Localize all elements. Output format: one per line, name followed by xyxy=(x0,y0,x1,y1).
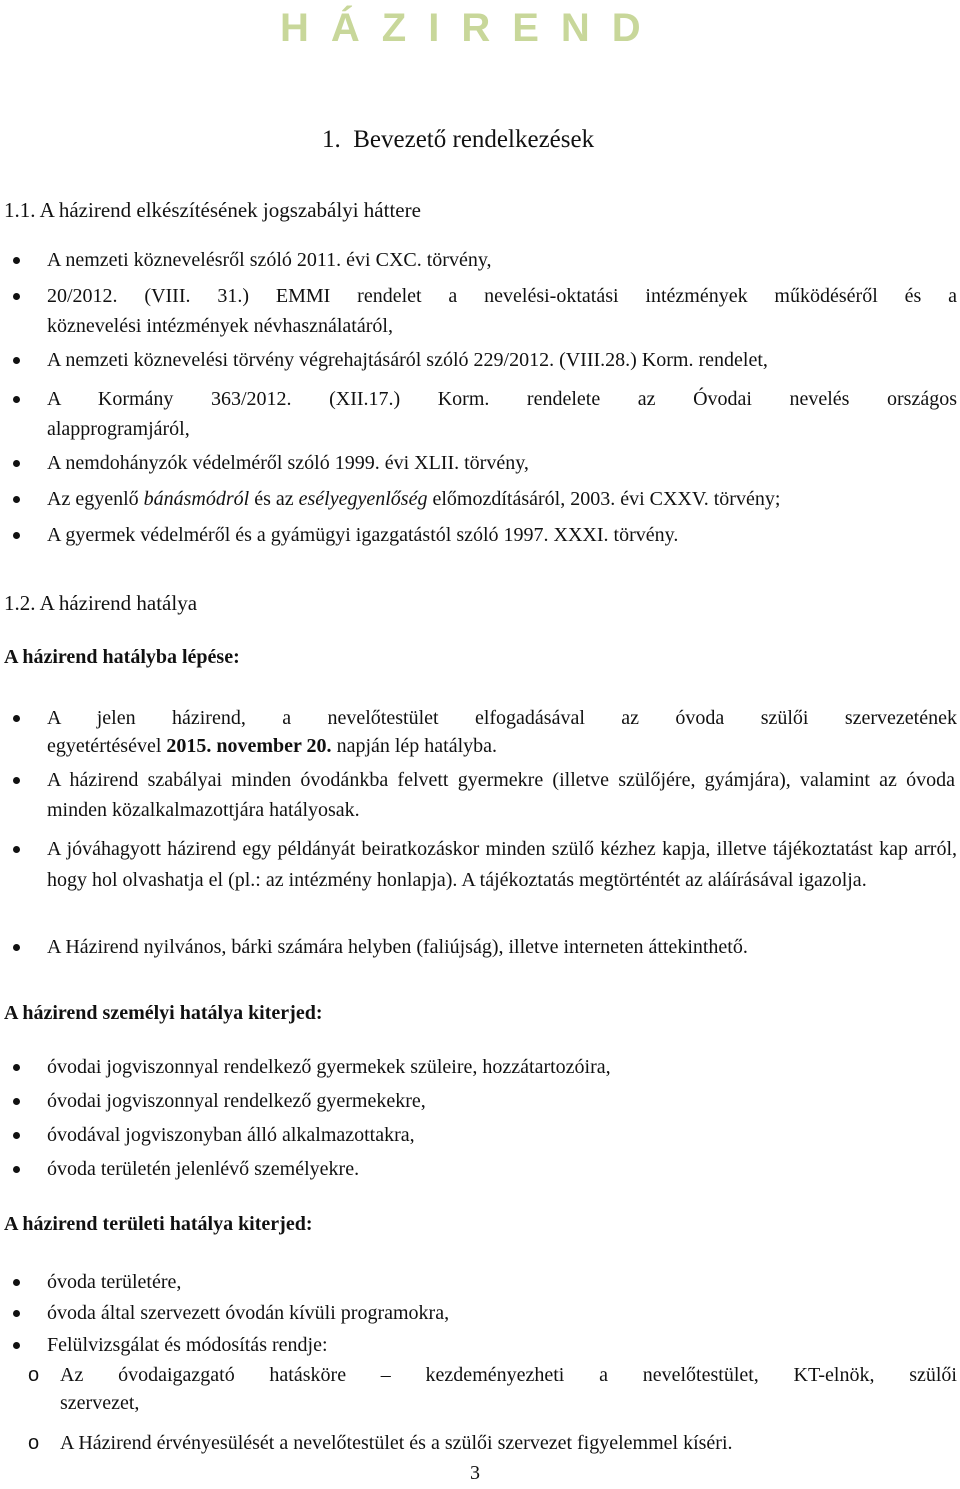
list-item xyxy=(47,484,957,514)
section-1-1-heading: 1.1. A házirend elkészítésének jogszabályi háttere xyxy=(4,198,421,222)
effective-date: 2015. november 20. xyxy=(166,735,332,757)
sub-bullet-icon: o xyxy=(28,1432,40,1454)
bullet-icon xyxy=(13,357,20,364)
list-item-continuation xyxy=(47,731,957,761)
list-item: A házirend szabályai minden óvodánkba felvett gyermekre (illetve szülőjére, gyámjára), valamint az óvoda minden közalkalmazottjára hatályosak. xyxy=(47,769,955,821)
section-1-title: Bevezető rendelkezések xyxy=(353,126,595,153)
subheading-territorial: A házirend területi hatálya kiterjed: xyxy=(4,1213,313,1235)
list-item: A jóváhagyott házirend egy példányát beiratkozáskor minden szülő kézhez kapja, illetve tájékoztatást kap arról, hogy hol olvashatja el (pl.: az intézmény honlapja). A tájékoztatás megtörténtét az aláírásával igazolja. xyxy=(47,838,957,891)
page-number: 3 xyxy=(470,1462,480,1484)
list-text: és az xyxy=(249,488,299,510)
list-item: A nemdohányzók védelméről szóló 1999. évi XLII. törvény, xyxy=(47,452,529,474)
list-item: óvodai jogviszonnyal rendelkező gyermekek szüleire, hozzátartozóira, xyxy=(47,1056,611,1078)
list-item: óvoda területére, xyxy=(47,1271,182,1293)
bullet-icon xyxy=(13,532,20,539)
bullet-icon xyxy=(13,846,20,853)
bullet-icon xyxy=(13,715,20,722)
bullet-icon xyxy=(13,1279,20,1286)
list-item: A nemzeti köznevelési törvény végrehajtásáról szóló 229/2012. (VIII.28.) Korm. rendelet, xyxy=(47,349,768,371)
bullet-icon xyxy=(13,293,20,300)
bullet-icon xyxy=(13,1342,20,1349)
bullet-icon xyxy=(13,1310,20,1317)
italic-term: bánásmódról xyxy=(143,488,250,510)
list-item: óvoda területén jelenlévő személyekre. xyxy=(47,1158,360,1180)
list-text: előmozdításáról, 2003. évi CXXV. törvény; xyxy=(427,488,781,510)
section-1-heading xyxy=(322,126,594,154)
list-text: napján lép hatályba. xyxy=(331,735,498,757)
sub-bullet-icon: o xyxy=(28,1364,40,1386)
bullet-icon xyxy=(13,396,20,403)
list-item: óvodával jogviszonyban álló alkalmazottakra, xyxy=(47,1124,415,1146)
list-item: A Kormány 363/2012. (XII.17.) Korm. rendelete az Óvodai nevelés országos xyxy=(47,388,957,410)
bullet-icon xyxy=(13,257,20,264)
list-item: A Házirend nyilvános, bárki számára helyben (faliújság), illetve interneten áttekinthető. xyxy=(47,936,748,958)
list-item: 20/2012. (VIII. 31.) EMMI rendelet a nevelési-oktatási intézmények működéséről és a xyxy=(47,285,957,307)
list-item: A nemzeti köznevelésről szóló 2011. évi CXC. törvény, xyxy=(47,249,492,271)
bullet-icon xyxy=(13,1064,20,1071)
bullet-icon xyxy=(13,1166,20,1173)
list-item: A jelen házirend, a nevelőtestület elfogadásával az óvoda szülői szervezetének xyxy=(47,707,957,729)
list-text: egyetértésével xyxy=(47,735,167,757)
sub-list-item: Az óvodaigazgató hatásköre – kezdeményezheti a nevelőtestület, KT-elnök, szülői xyxy=(60,1364,957,1386)
list-item-continuation: alapprogramjáról, xyxy=(47,418,190,440)
sub-list-item-continuation: szervezet, xyxy=(60,1392,140,1414)
list-item: Felülvizsgálat és módosítás rendje: xyxy=(47,1334,328,1356)
list-text: Az egyenlő xyxy=(47,488,144,510)
section-1-2-heading: 1.2. A házirend hatálya xyxy=(4,591,198,615)
list-item-continuation: köznevelési intézmények névhasználatáról, xyxy=(47,315,393,337)
list-item: óvoda által szervezett óvodán kívüli programokra, xyxy=(47,1302,450,1324)
list-item: óvodai jogviszonnyal rendelkező gyermekekre, xyxy=(47,1090,426,1112)
bullet-icon xyxy=(13,496,20,503)
sub-list-item: A Házirend érvényesülését a nevelőtestület és a szülői szervezet figyelemmel kíséri. xyxy=(60,1432,733,1454)
bullet-icon xyxy=(13,460,20,467)
bullet-icon xyxy=(13,944,20,951)
subheading-effect: A házirend hatályba lépése: xyxy=(4,646,240,668)
italic-term: esélyegyenlőség xyxy=(298,488,428,510)
document-banner: HÁZIREND xyxy=(280,6,663,50)
list-item: A gyermek védelméről és a gyámügyi igazgatástól szóló 1997. XXXI. törvény. xyxy=(47,524,679,546)
bullet-icon xyxy=(13,1098,20,1105)
bullet-icon xyxy=(13,777,20,784)
bullet-icon xyxy=(13,1132,20,1139)
subheading-personal: A házirend személyi hatálya kiterjed: xyxy=(4,1002,323,1024)
section-1-number: 1. xyxy=(322,126,341,153)
